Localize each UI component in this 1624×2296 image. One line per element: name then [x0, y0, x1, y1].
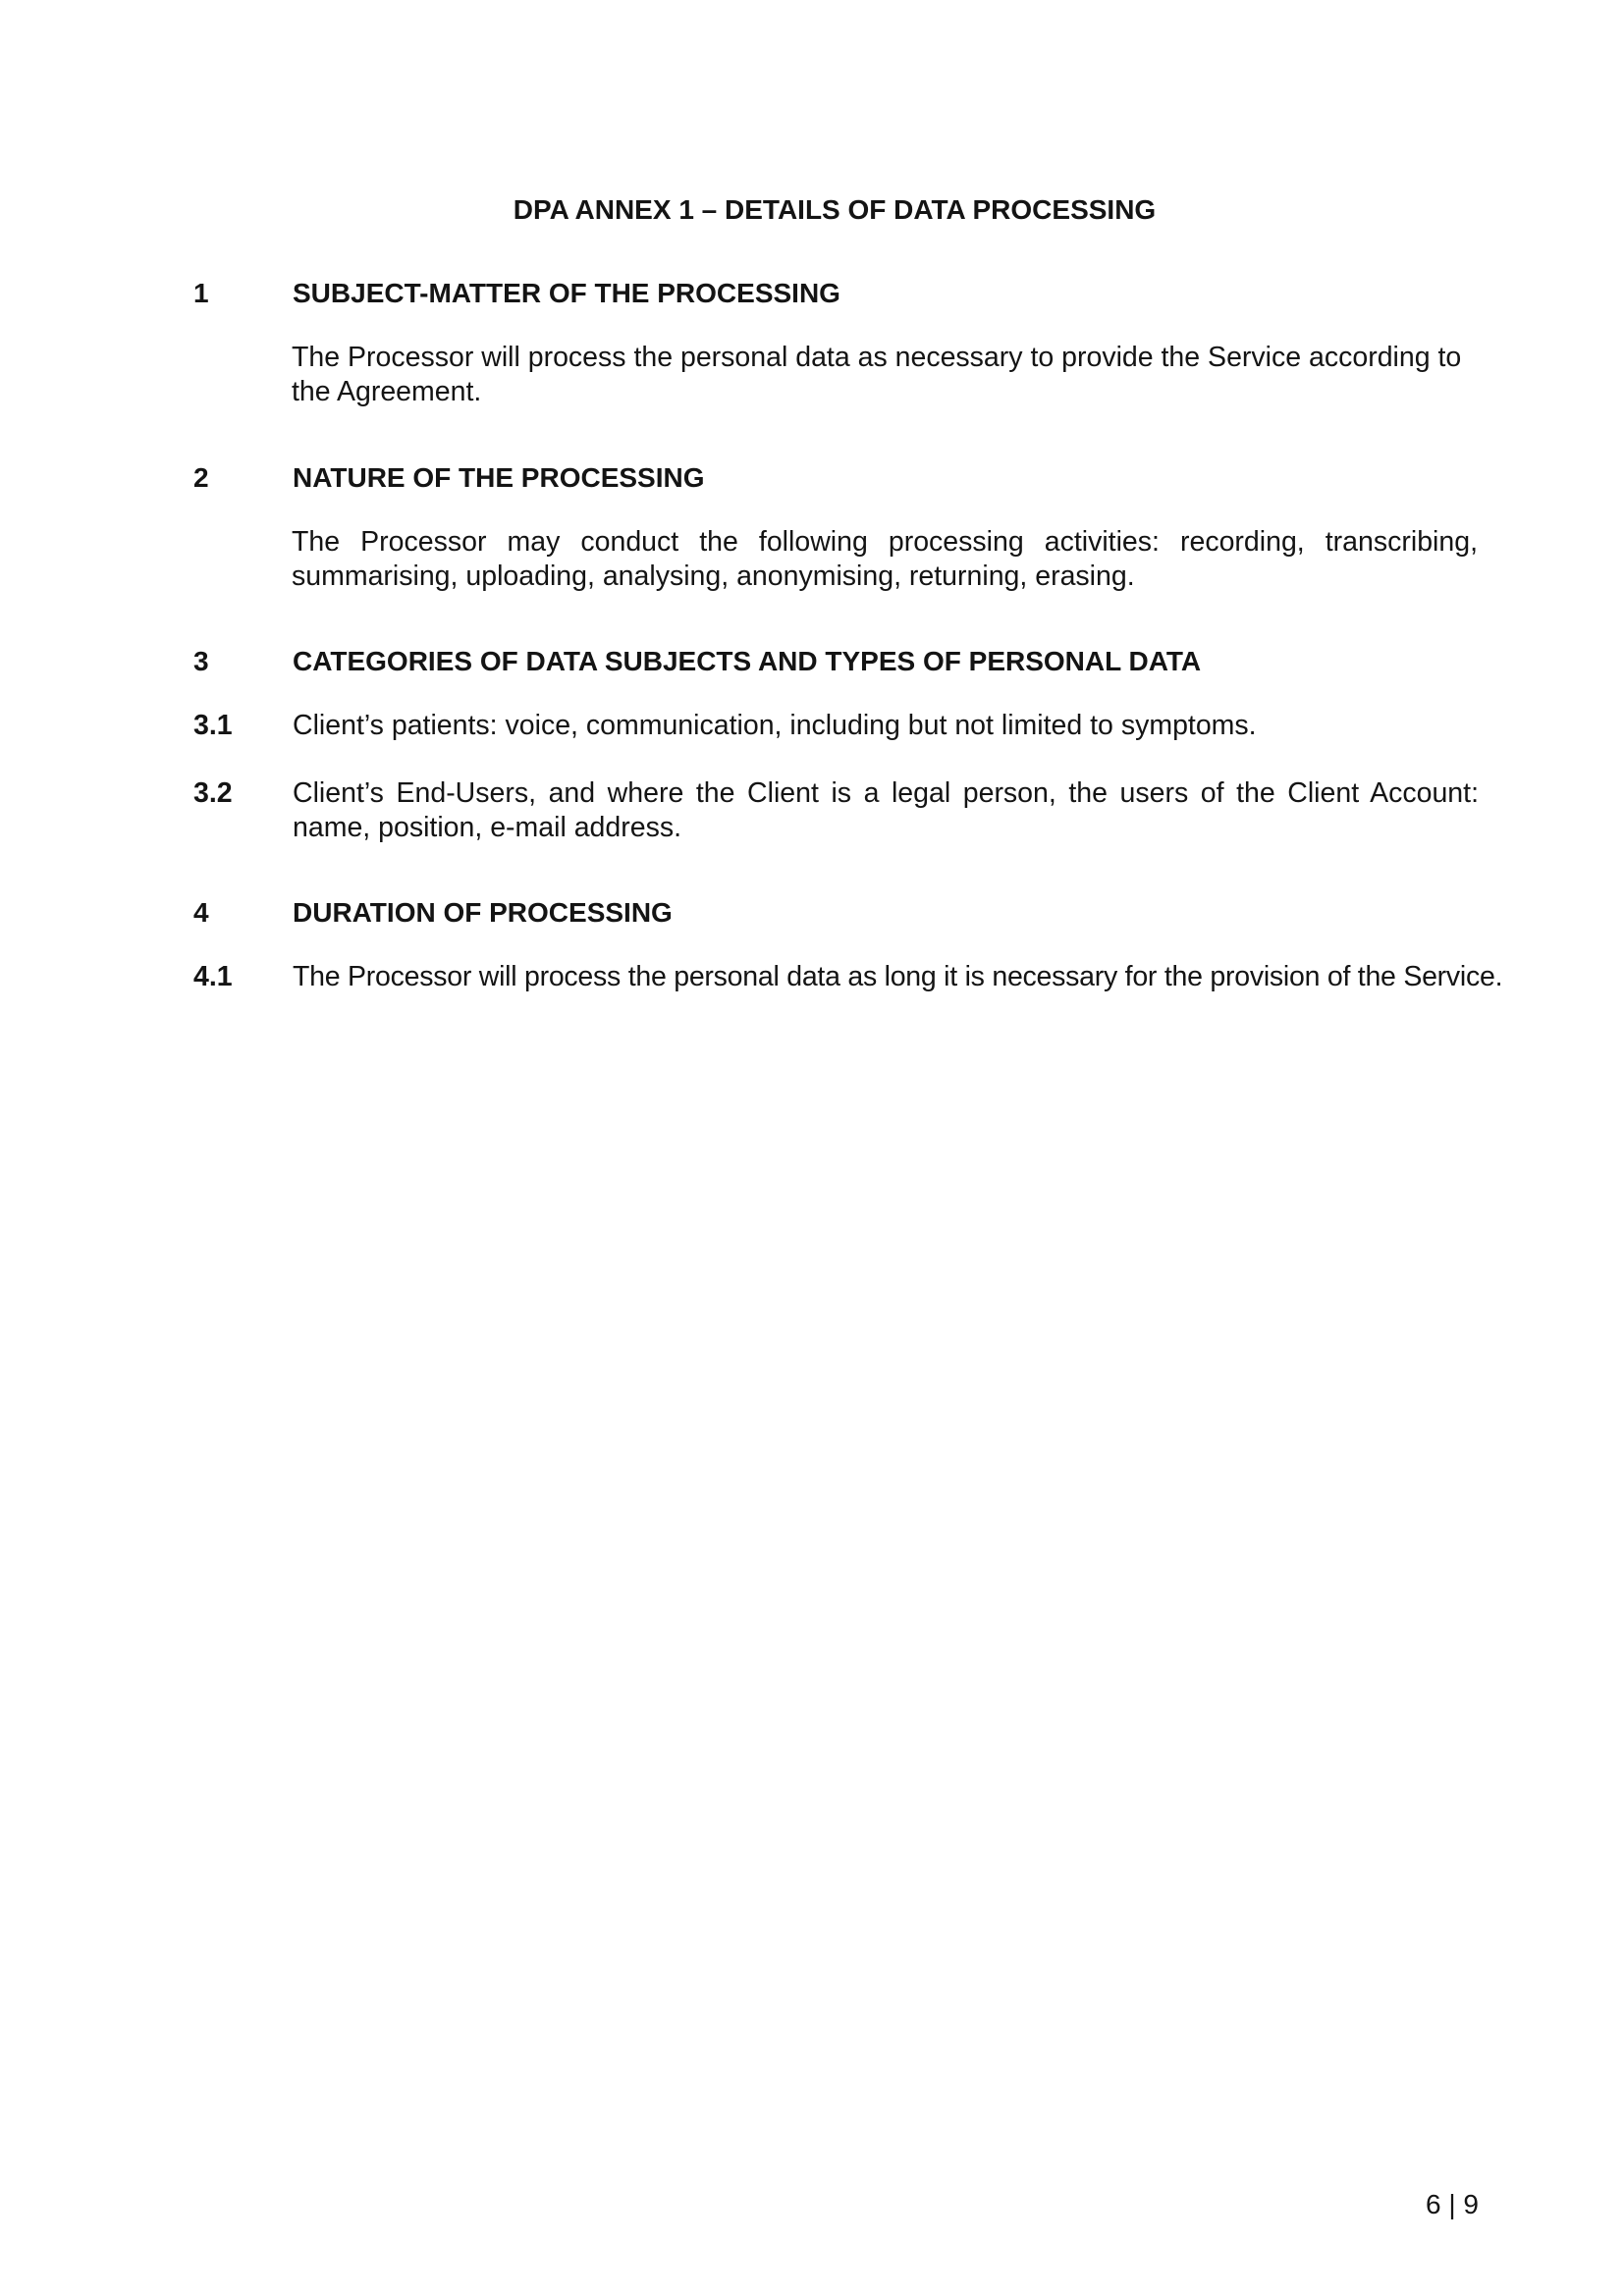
page-title: DPA ANNEX 1 – DETAILS OF DATA PROCESSING — [513, 194, 1157, 225]
section-title: DURATION OF PROCESSING — [293, 897, 673, 928]
section-title: NATURE OF THE PROCESSING — [293, 462, 705, 493]
clause-text: Client’s patients: voice, communication, including but not limited to symptoms. — [293, 710, 1257, 741]
section-number: 3 — [193, 646, 209, 676]
section-title: SUBJECT-MATTER OF THE PROCESSING — [293, 278, 840, 308]
section-number: 4 — [193, 897, 209, 928]
page-number: 6 | 9 — [1426, 2189, 1479, 2219]
clause-number: 3.1 — [193, 710, 233, 741]
clause-text: The Processor will process the personal data as long it is necessary for the provision of the Service. — [293, 961, 1503, 992]
section-number: 1 — [193, 278, 209, 308]
clause-number: 4.1 — [193, 961, 233, 992]
clause-number: 3.2 — [193, 777, 233, 809]
clause-text: Client’s End-Users, and where the Client is a legal person, the users of the Client Account: name, position, e-mail address. — [293, 777, 1479, 843]
section-number: 2 — [193, 462, 209, 493]
section-title: CATEGORIES OF DATA SUBJECTS AND TYPES OF PERSONAL DATA — [293, 646, 1202, 676]
section-2-body: The Processor may conduct the following processing activities: recording, transcribing, summarising, uploading, analysing, anonymising, returning, erasing. — [292, 526, 1478, 592]
section-1-body: The Processor will process the personal data as necessary to provide the Service according to the Agreement. — [292, 342, 1462, 407]
